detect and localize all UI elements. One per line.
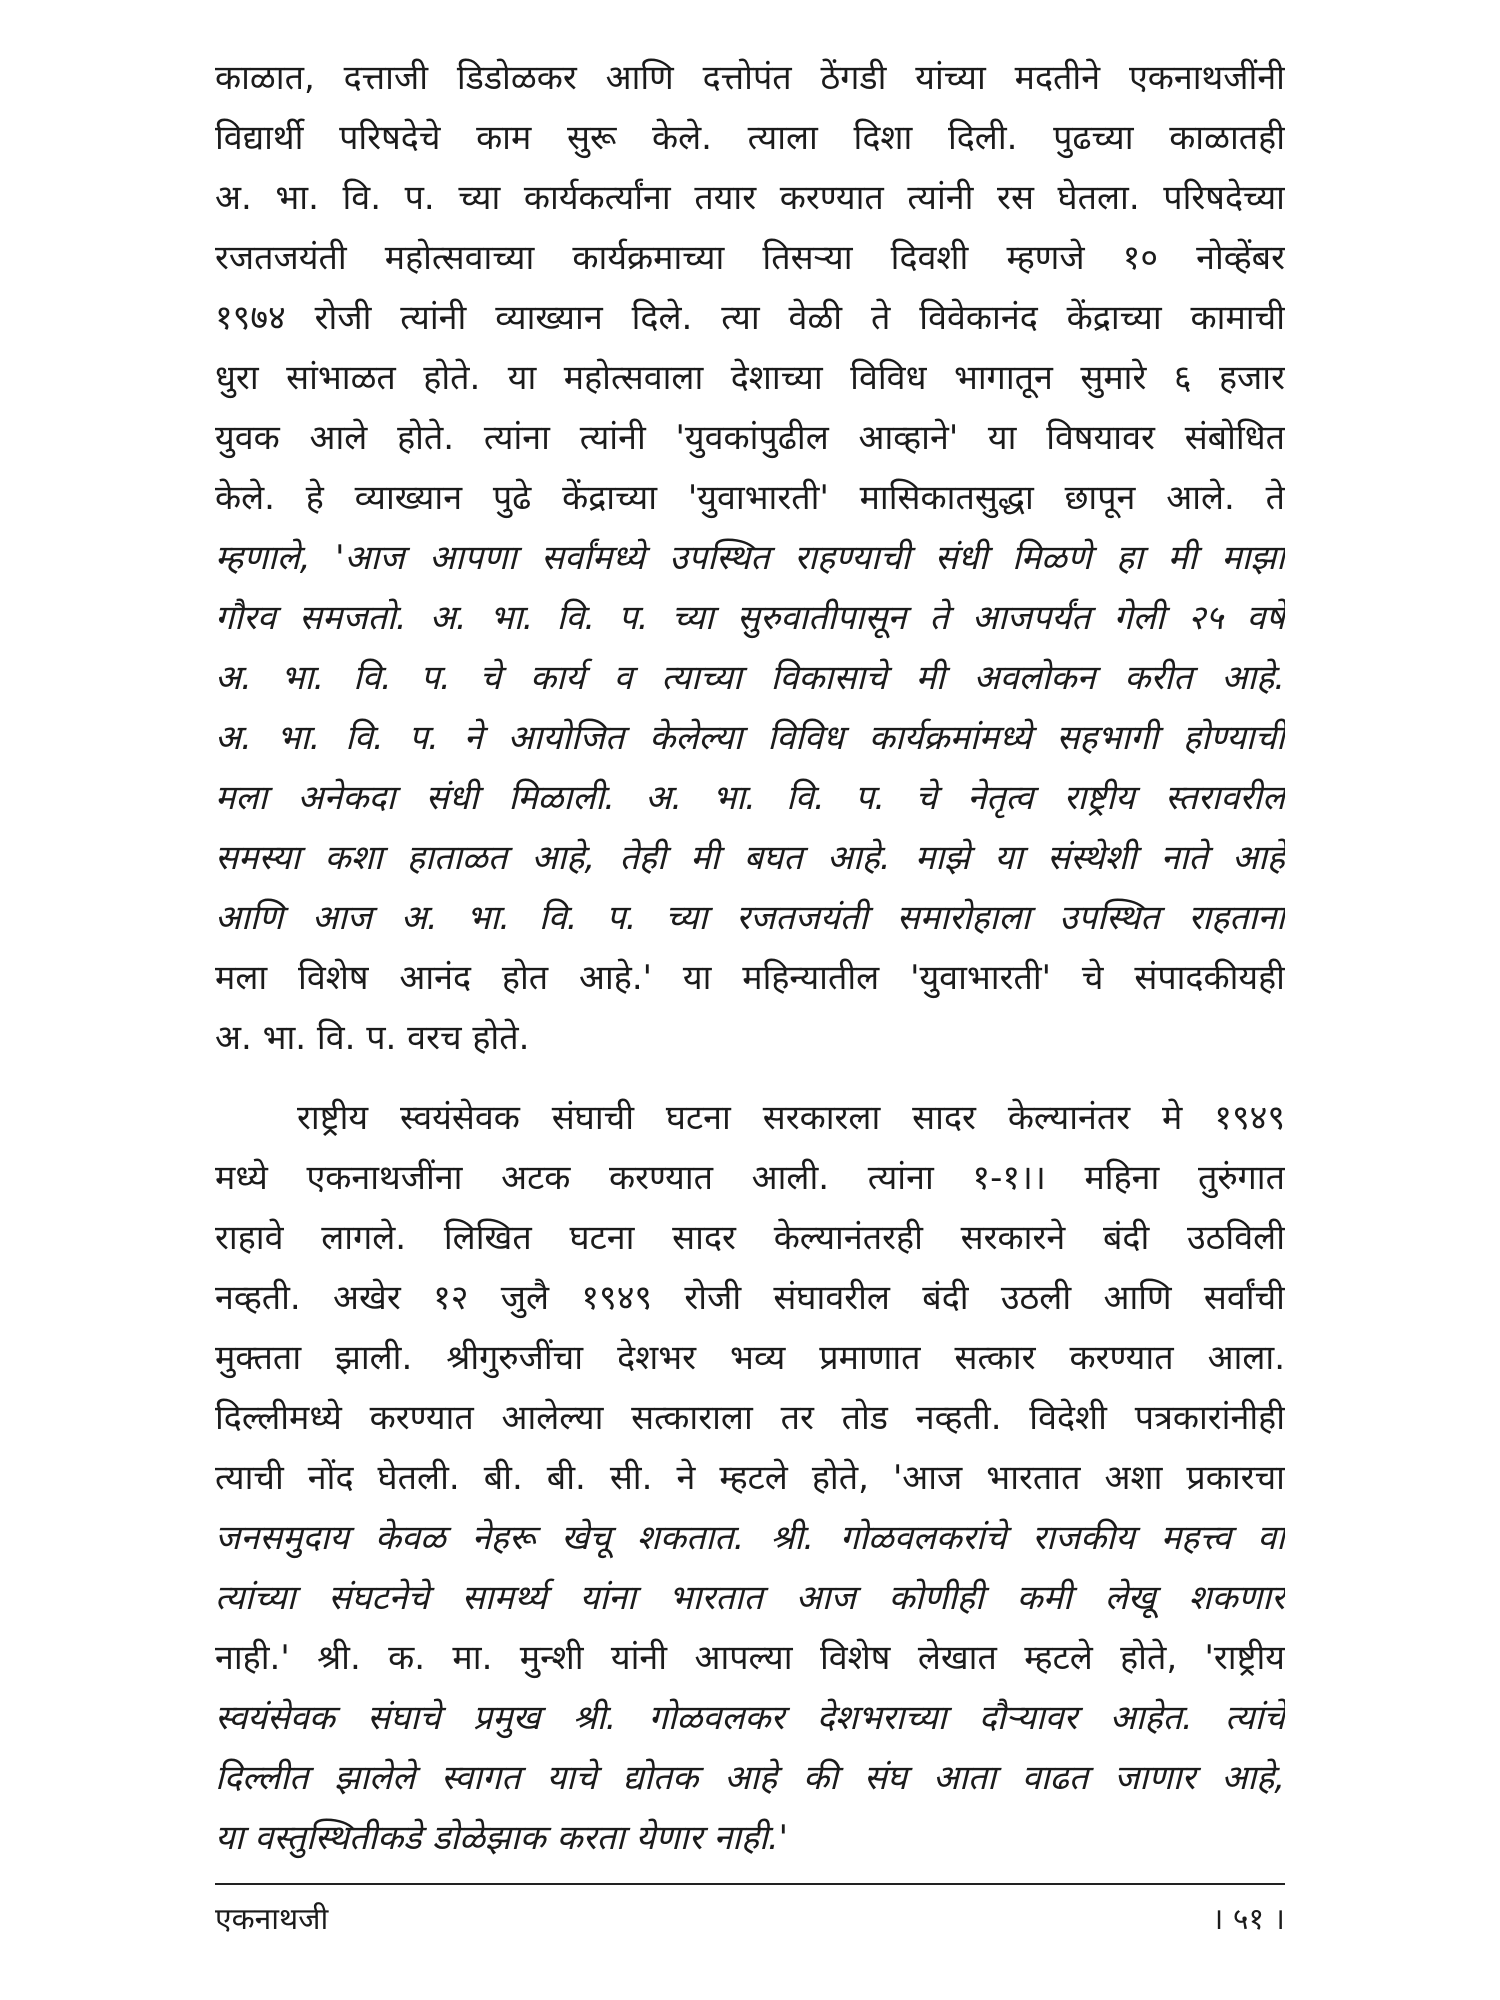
text-line: मला विशेष आनंद होत आहे.' या महिन्यातील 'युवाभारती' चे संपादकीयही [215, 958, 1285, 998]
quote-line: जनसमुदाय केवळ नेहरू खेचू शकतात. श्री. गोळवलकरांचे राजकीय महत्त्व वा [215, 1518, 1285, 1558]
quote-line: त्यांच्या संघटनेचे सामर्थ्य यांना भारतात आज कोणीही कमी लेखू शकणार [215, 1578, 1285, 1618]
text-line: विद्यार्थी परिषदेचे काम सुरू केले. त्याला दिशा दिली. पुढच्या काळातही [215, 118, 1285, 158]
page-number: । ५१ । [1211, 1902, 1285, 1937]
text-line: अ. भा. वि. प. च्या कार्यकर्त्यांना तयार करण्यात त्यांनी रस घेतला. परिषदेच्या [215, 178, 1285, 218]
text-line: रजतजयंती महोत्सवाच्या कार्यक्रमाच्या तिसऱ्या दिवशी म्हणजे १० नोव्हेंबर [215, 238, 1285, 278]
quote-line: मला अनेकदा संधी मिळाली. अ. भा. वि. प. चे नेतृत्व राष्ट्रीय स्तरावरील [215, 778, 1285, 818]
footer-divider [215, 1883, 1285, 1885]
paragraph-end-line: अ. भा. वि. प. वरच होते. [215, 1018, 530, 1058]
quote-line: समस्या कशा हाताळत आहे, तेही मी बघत आहे. माझे या संस्थेशी नाते आहे [215, 838, 1285, 878]
text-line: काळात, दत्ताजी डिडोळकर आणि दत्तोपंत ठेंगडी यांच्या मदतीने एकनाथजींनी [215, 58, 1285, 98]
text-line: युवक आले होते. त्यांना त्यांनी 'युवकांपुढील आव्हाने' या विषयावर संबोधित [215, 418, 1285, 458]
text-line: मध्ये एकनाथजींना अटक करण्यात आली. त्यांना १-१।। महिना तुरुंगात [215, 1158, 1285, 1198]
text-line: नाही.' श्री. क. मा. मुन्शी यांनी आपल्या विशेष लेखात म्हटले होते, 'राष्ट्रीय [215, 1638, 1285, 1678]
text-line: केले. हे व्याख्यान पुढे केंद्राच्या 'युवाभारती' मासिकातसुद्धा छापून आले. ते [215, 478, 1285, 518]
text-line: १९७४ रोजी त्यांनी व्याख्यान दिले. त्या वेळी ते विवेकानंद केंद्राच्या कामाची [215, 298, 1285, 338]
quote-line: गौरव समजतो. अ. भा. वि. प. च्या सुरुवातीपासून ते आजपर्यंत गेली २५ वर्षे [215, 598, 1285, 638]
text-line: मुक्तता झाली. श्रीगुरुजींचा देशभर भव्य प्रमाणात सत्कार करण्यात आला. [215, 1338, 1285, 1378]
quote-line: अ. भा. वि. प. चे कार्य व त्याच्या विकासाचे मी अवलोकन करीत आहे. [215, 658, 1285, 698]
text-line: धुरा सांभाळत होते. या महोत्सवाला देशाच्या विविध भागातून सुमारे ६ हजार [215, 358, 1285, 398]
quote-line: म्हणाले, 'आज आपणा सर्वांमध्ये उपस्थित राहण्याची संधी मिळणे हा मी माझा [215, 538, 1285, 578]
quote-line: दिल्लीत झालेले स्वागत याचे द्योतक आहे की संघ आता वाढत जाणार आहे, [215, 1758, 1285, 1798]
body-text [215, 48, 1285, 1868]
footer-book-title: एकनाथजी [215, 1902, 329, 1937]
paragraph-end-line: या वस्तुस्थितीकडे डोळेझाक करता येणार नाही.' [215, 1818, 789, 1858]
text-line: नव्हती. अखेर १२ जुलै १९४९ रोजी संघावरील बंदी उठली आणि सर्वांची [215, 1278, 1285, 1318]
paragraph-start-line: राष्ट्रीय स्वयंसेवक संघाची घटना सरकारला सादर केल्यानंतर मे १९४९ [297, 1098, 1285, 1138]
quote-line: स्वयंसेवक संघाचे प्रमुख श्री. गोळवलकर देशभराच्या दौऱ्यावर आहेत. त्यांचे [215, 1698, 1285, 1738]
quote-line: आणि आज अ. भा. वि. प. च्या रजतजयंती समारोहाला उपस्थित राहताना [215, 898, 1285, 938]
book-page [215, 0, 1285, 2000]
quote-line: अ. भा. वि. प. ने आयोजित केलेल्या विविध कार्यक्रमांमध्ये सहभागी होण्याची [215, 718, 1285, 758]
text-line: दिल्लीमध्ये करण्यात आलेल्या सत्काराला तर तोड नव्हती. विदेशी पत्रकारांनीही [215, 1398, 1285, 1438]
text-line: त्याची नोंद घेतली. बी. बी. सी. ने म्हटले होते, 'आज भारतात अशा प्रकारचा [215, 1458, 1285, 1498]
text-line: राहावे लागले. लिखित घटना सादर केल्यानंतरही सरकारने बंदी उठविली [215, 1218, 1285, 1258]
